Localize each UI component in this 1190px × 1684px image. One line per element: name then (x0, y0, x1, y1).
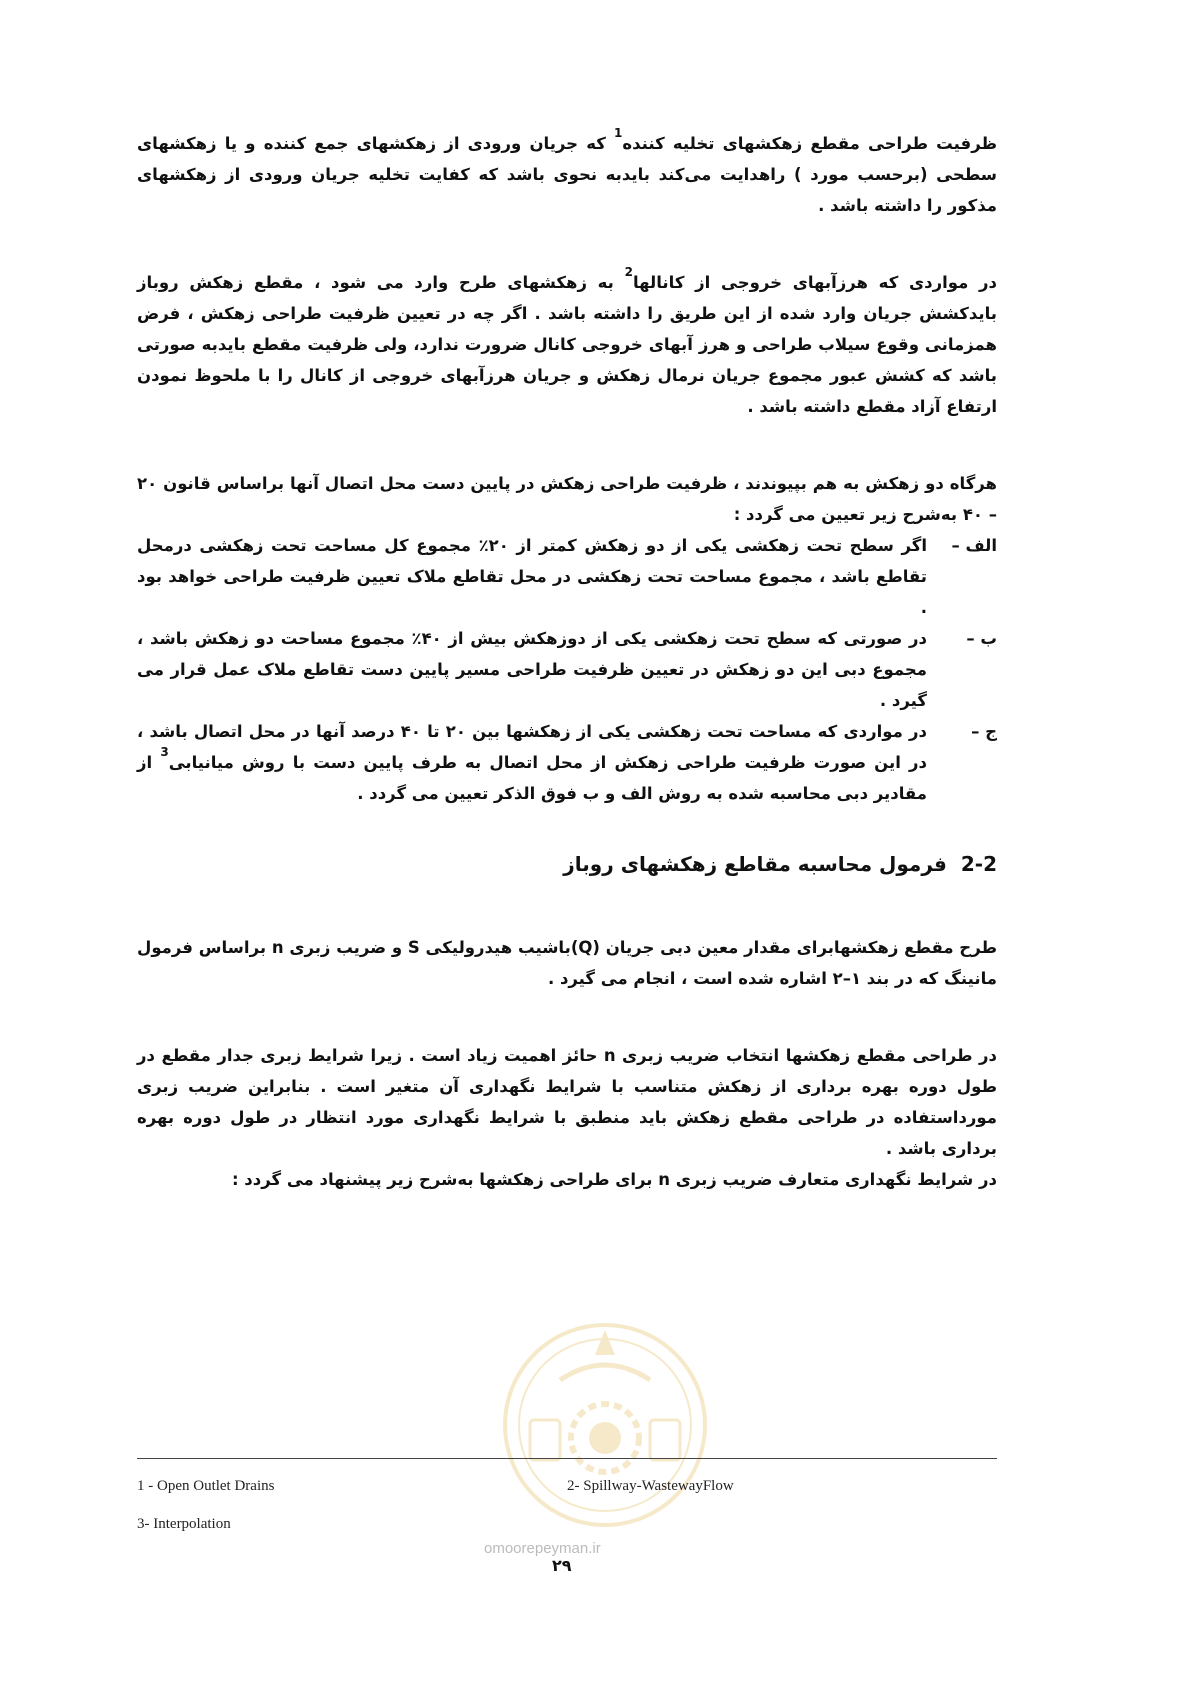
footnote-ref-2: 2 (624, 264, 633, 279)
footnote-3: 3- Interpolation (137, 1516, 231, 1532)
section-number: 2-2 (960, 852, 997, 876)
list-item-label: ب – (966, 629, 997, 648)
footnote-ref-1: 1 (614, 125, 623, 140)
paragraph-text: به زهکشهای طرح وارد می شود ، مقطع زهکش روباز بایدکشش جریان وارد شده از این طریق را داشته باشد . اگر چه در تعیین ظرفیت طراحی زهکش ، فرض همزمانی وقوع سیلاب طراحی و هرز آبهای خروجی کانال ضرورت ندارد، ولی ظرفیت مقطع بایدبه صورتی باشد که کشش عبور مجموع جریان نرمال زهکش و جریان هرزآبهای خروجی از کانال را با ملحوظ نمودن ارتفاع آزاد مقطع داشته باشد . (137, 273, 997, 416)
section-title: فرمول محاسبه مقاطع زهکشهای روباز (563, 852, 947, 876)
list-item (137, 716, 997, 809)
footnote-1: 1 - Open Outlet Drains (137, 1478, 275, 1494)
footnote-2: 2- Spillway-WastewayFlow (567, 1478, 734, 1494)
list-item-label: ج – (971, 722, 997, 741)
paragraph-roughness-proposal: در شرایط نگهداری متعارف ضریب زبری n برای طراحی زهکشها به‌شرح زیر پیشنهاد می گردد : (231, 1170, 997, 1189)
page-number: ۲۹ (552, 1556, 572, 1575)
paragraph-manning: طرح مقطع زهکشهابرای مقدار معین دبی جریان (Q)باشیب هیدرولیکی S و ضریب زبری n براساس فرمول مانینگ که در بند ۱–۲ اشاره شده است ، انجام می گیرد . (137, 938, 998, 988)
list-item (137, 530, 997, 623)
junction-intro: هرگاه دو زهکش به هم بپیوندند ، ظرفیت طراحی زهکش در پایین دست محل اتصال آنها براساس قانون ۲۰ – ۴۰ به‌شرح زیر تعیین می گردد : (137, 474, 997, 524)
list-item-text-part: در مواردی که مساحت تحت زهکشی یکی از زهکشها بین ۲۰ تا ۴۰ درصد آنها در محل اتصال باشد ، در این صورت ظرفیت طراحی زهکش از محل اتصال به طرف پایین دست با روش میانیابی (137, 722, 928, 772)
paragraph-text: که جریان ورودی از زهکشهای جمع کننده و یا زهکشهای سطحی (برحسب مورد ) راهدایت می‌کند بایدبه نحوی باشد که کفایت تخلیه جریان ورودی از زهکشهای مذکور را داشته باشد . (137, 134, 997, 215)
page-body (137, 125, 998, 1195)
watermark-url: omoorepeyman.ir (484, 1540, 601, 1557)
paragraph-roughness: در طراحی مقطع زهکشها انتخاب ضریب زبری n حائز اهمیت زیاد است . زیرا شرایط زبری جدار مقطع در طول دوره بهره برداری از زهکش متناسب با شرایط نگهداری آن متغیر است . بنابراین ضریب زبری موردا‌ستفاده در طراحی مقطع زهکش باید منطبق با شرایط نگهداری مورد انتظار در طول دوره بهره برداری باشد . (137, 1046, 997, 1158)
footnote-divider (137, 1458, 997, 1459)
junction-rule-block (137, 468, 997, 809)
list-item-text (137, 716, 927, 809)
paragraph-outlet-drains (137, 125, 997, 221)
list-item (137, 623, 997, 716)
footnote-row (137, 1478, 997, 1516)
list-item-label: الف – (951, 536, 997, 555)
paragraph-canal-wasteway (137, 264, 997, 422)
list-item-text-part: از مقادیر دبی محاسبه شده به روش الف و ب فوق الذکر تعیین می گردد . (137, 753, 927, 803)
paragraph-text: ظرفیت طراحی مقطع زهکشهای تخلیه کننده (622, 134, 997, 153)
list-item-text: در صورتی که سطح تحت زهکشی یکی از دوزهکش بیش از ۴۰٪ مجموع مساحت دو زهکش باشد ، مجموع دبی این دو زهکش در تعیین ظرفیت طراحی مسیر پایین دست تقاطع ملاک عمل قرار می گیرد . (137, 629, 927, 710)
section-heading (137, 849, 997, 880)
paragraph-text: در مواردی که هرزآبهای خروجی از کانالها (632, 273, 997, 292)
footnote-ref-3: 3 (160, 744, 169, 759)
list-item-text: اگر سطح تحت زهکشی یکی از دو زهکش کمتر از ۲۰٪ مجموع کل مساحت تحت زهکشی درمحل تقاطع باشد ، مجموع مساحت تحت زهکشی در محل تقاطع ملاک تعیین ظرفیت طراحی خواهد بود . (137, 536, 927, 617)
